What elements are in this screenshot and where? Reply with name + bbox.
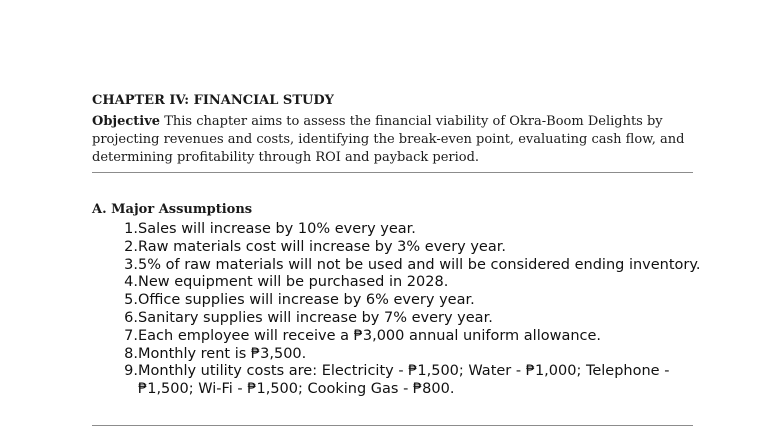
list-item-number: 6.	[124, 309, 138, 326]
list-item	[104, 221, 704, 239]
list-item	[104, 310, 704, 328]
list-item-text: Each employee will receive a ₱3,000 annual uniform allowance.	[138, 327, 602, 344]
objective-text: This chapter aims to assess the financial viability of Okra-Boom Delights by projecting revenues and costs, identifying the break-even point, evaluating cash flow, and determining profitability through ROI and payback period.	[92, 114, 685, 165]
list-item	[104, 274, 704, 292]
list-item-number: 7.	[124, 327, 138, 344]
list-item-number: 1.	[124, 221, 138, 237]
list-item-text: Monthly rent is ₱3,500.	[138, 345, 307, 362]
chapter-title: CHAPTER IV: FINANCIAL STUDY	[92, 93, 334, 108]
divider-top	[92, 172, 693, 173]
list-item-text: Raw materials cost will increase by 3% every year.	[138, 238, 506, 255]
list-item	[104, 257, 704, 275]
list-item-number: 9.	[124, 363, 138, 380]
list-item-text: Office supplies will increase by 6% every year.	[138, 292, 475, 309]
list-item-text: New equipment will be purchased in 2028.	[138, 274, 449, 291]
section-title: A. Major Assumptions	[92, 202, 253, 217]
objective-paragraph	[92, 113, 697, 167]
list-item-text: Sanitary supplies will increase by 7% every year.	[138, 309, 493, 326]
list-item	[104, 239, 704, 257]
list-item	[104, 346, 704, 364]
list-item-number: 5.	[124, 292, 138, 309]
list-item-text: 5% of raw materials will not be used and will be considered ending inventory.	[138, 256, 701, 273]
objective-label: Objective	[92, 114, 161, 129]
list-item-text: Sales will increase by 10% every year.	[138, 221, 416, 237]
list-item-number: 2.	[124, 238, 138, 255]
list-item-text: Monthly utility costs are: Electricity - ₱1,500; Water - ₱1,000; Telephone - ₱1,500; Wi-Fi - ₱1,500; Cooking Gas - ₱800.	[138, 363, 670, 398]
list-item-number: 4.	[124, 274, 138, 291]
assumptions-list	[104, 221, 704, 399]
list-item-number: 3.	[124, 256, 138, 273]
divider-bottom	[92, 425, 693, 426]
list-item	[104, 363, 704, 399]
list-item	[104, 292, 704, 310]
list-item-number: 8.	[124, 345, 138, 362]
list-item	[104, 328, 704, 346]
